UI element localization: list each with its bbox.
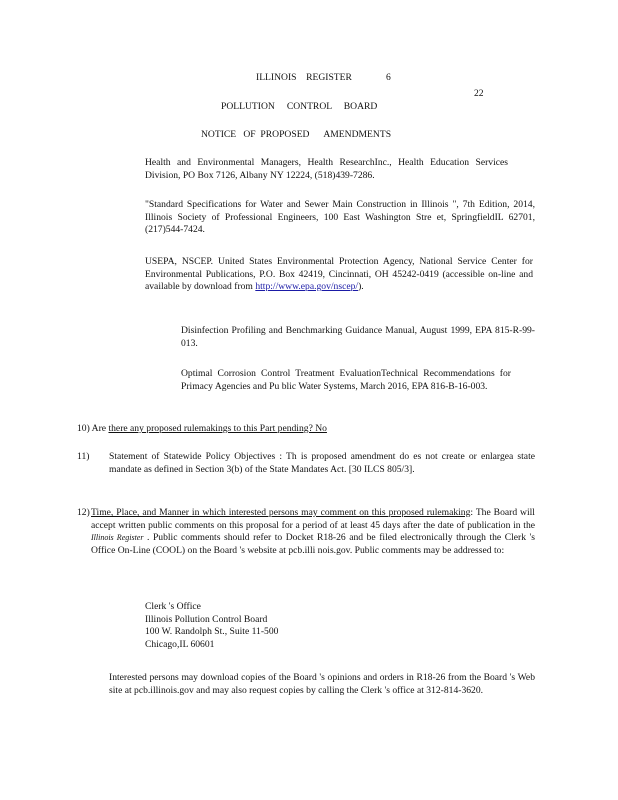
notice-title: NOTICE OF PROPOSED AMENDMENTS — [201, 129, 392, 140]
reference-standards: "Standard Specifications for Water and Sewer Main Construction in Illinois ", 7th Edition, 2014, Illinois Society of Professional Engineers, 100 East Washington Stre et, SpringfieldIL 62701, (217)544-7424. — [145, 199, 535, 235]
reference-usepa — [145, 256, 533, 294]
item-12-text — [91, 507, 535, 557]
item-11-number: 11) — [77, 451, 90, 462]
reference-corrosion: Optimal Corrosion Control Treatment EvaluationTechnical Recommendations for Primacy Agencies and Pu blic Water Systems, March 2016, EPA 816-B-16-003. — [181, 368, 511, 392]
address-line: 100 W. Randolph St., Suite 11-500 — [145, 626, 279, 637]
item-10-lead: Are — [91, 423, 107, 434]
register-title: ILLINOIS REGISTER — [256, 72, 352, 83]
address-line: Clerk 's Office — [145, 601, 201, 612]
item-12-closing: Interested persons may download copies of the Board 's opinions and orders in R18-26 from the Board 's Web site at pcb.illinois.gov and may also request copies by calling the Clerk 's office at 312-814-3620. — [109, 672, 535, 696]
reference-health: Health and Environmental Managers, Health ResearchInc., Health Education Services Division, PO Box 7126, Albany NY 12224, (518)439-7286. — [145, 157, 508, 181]
address-line: Chicago,IL 60601 — [145, 638, 215, 650]
item-12-number: 12) — [77, 507, 90, 518]
nscep-link[interactable]: http://www.epa.gov/nscep/ — [255, 281, 359, 292]
reference-disinfection: Disinfection Profiling and Benchmarking Guidance Manual, August 1999, EPA 815-R-99-013. — [181, 325, 535, 349]
volume-number: 6 — [386, 72, 391, 83]
usepa-text: USEPA, NSCEP. United States Environmental Protection Agency, National Service Center for Environmental Publications, P.O. Box 42419, Cincinnati, OH 45242-0419 (accessible on-line and available by download from — [145, 256, 533, 292]
page-number: 22 — [474, 88, 484, 99]
item-12-body-b: . Public comments should refer to Docket R18-26 and be filed electronically through the Clerk 's Office On-Line (COOL) on the Board 's website at pcb.illi nois.gov. Public comments may be addressed to: — [91, 532, 536, 556]
clerk-address — [145, 601, 278, 651]
item-10 — [77, 423, 537, 436]
address-line: Illinois Pollution Control Board — [145, 613, 268, 625]
item-11-text: Statement of Statewide Policy Objectives : Th is proposed amendment do es not create or enlargea state mandate as defined in Section 3(b) of the State Mandates Act. [30 ILCS 805/3]. — [109, 451, 535, 475]
illinois-register-italic: Illinois Register — [91, 533, 144, 542]
item-10-number: 10) — [77, 423, 90, 434]
item-12-heading: Time, Place, and Manner in which interested persons may comment on this proposed rulemaking — [91, 507, 471, 518]
agency-name: POLLUTION CONTROL BOARD — [221, 101, 378, 112]
item-10-question: there any proposed rulemakings to this Part pending? No — [108, 423, 327, 434]
item-12-body-a: : The Board will accept written public comments on this proposal for a period of at least 45 days after the date of publication in the — [91, 507, 535, 531]
usepa-close: ). — [358, 281, 364, 292]
